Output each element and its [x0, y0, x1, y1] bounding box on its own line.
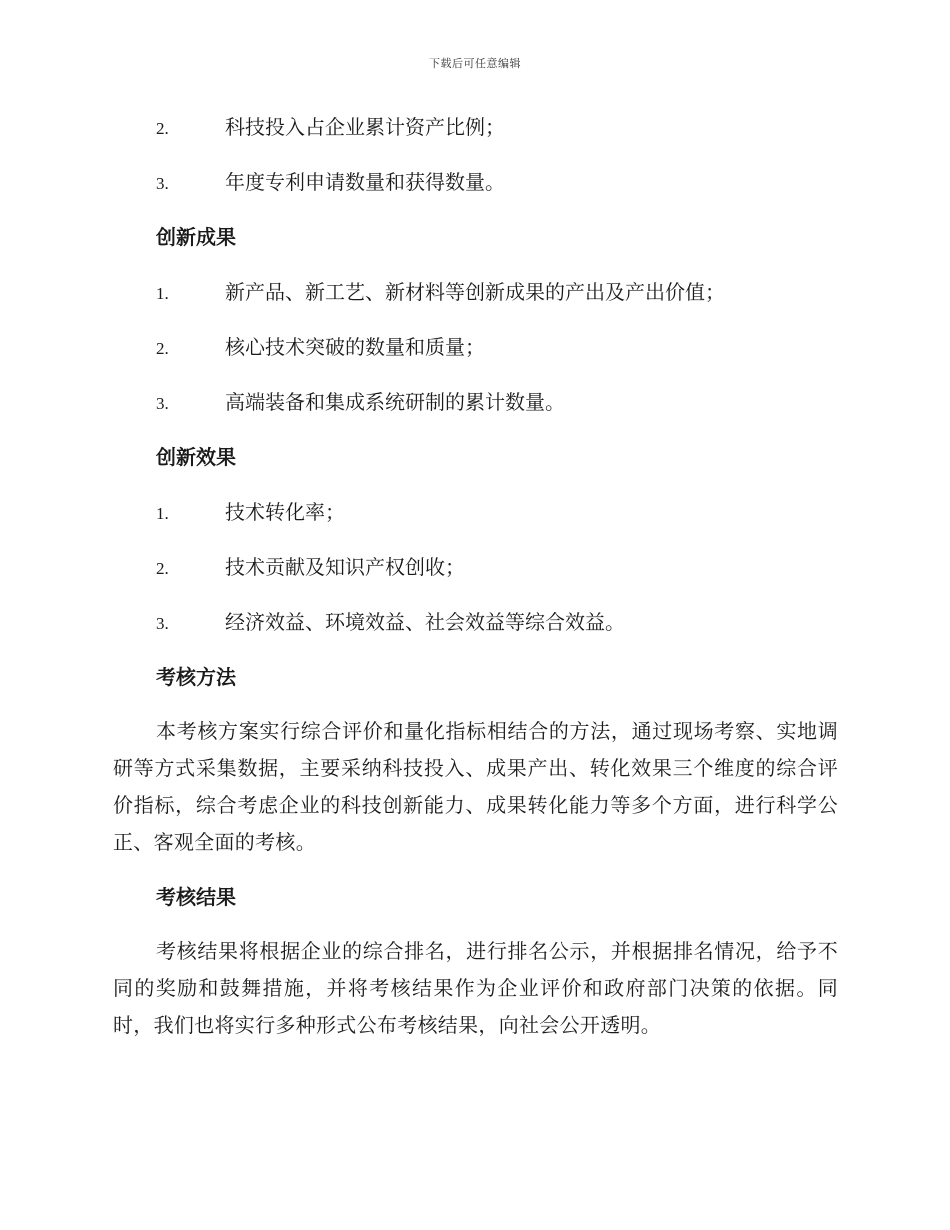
outcome-paragraph: 考核结果将根据企业的综合排名，进行排名公示，并根据排名情况，给予不同的奖励和鼓舞措施，并将考核结果作为企业评价和政府部门决策的依据。同时，我们也将实行多种形式公布考核结果，向社会公开透明。 — [113, 939, 838, 1037]
list-item-number: 3. — [156, 614, 169, 633]
list-item-number: 3. — [156, 174, 169, 193]
section-heading-method: 考核方法 — [156, 665, 236, 689]
list-item-text: 科技投入占企业累计资产比例； — [225, 115, 505, 139]
header-note: 下载后可任意编辑 — [429, 57, 521, 70]
section-heading-results: 创新成果 — [156, 225, 236, 249]
list-item — [113, 328, 838, 383]
list-item-text: 高端装备和集成系统研制的累计数量。 — [225, 390, 565, 414]
list-item-number: 2. — [156, 559, 169, 578]
list-item — [113, 273, 838, 328]
list-item-text: 核心技术突破的数量和质量； — [225, 335, 485, 359]
list-item-text: 经济效益、环境效益、社会效益等综合效益。 — [225, 610, 625, 634]
list-item-number: 1. — [156, 284, 169, 303]
list-item-text: 技术贡献及知识产权创收； — [225, 555, 465, 579]
list-item — [113, 163, 838, 218]
list-item — [113, 108, 838, 163]
list-item-number: 1. — [156, 504, 169, 523]
list-item — [113, 493, 838, 548]
list-item-text: 技术转化率； — [225, 500, 345, 524]
list-item-text: 年度专利申请数量和获得数量。 — [225, 170, 505, 194]
list-item-number: 2. — [156, 119, 169, 138]
list-item — [113, 383, 838, 438]
section-heading-effects: 创新效果 — [156, 445, 236, 469]
list-item-number: 2. — [156, 339, 169, 358]
list-item — [113, 603, 838, 658]
document-body — [113, 108, 838, 1061]
section-heading-outcome: 考核结果 — [156, 885, 236, 909]
method-paragraph: 本考核方案实行综合评价和量化指标相结合的方法，通过现场考察、实地调研等方式采集数据，主要采纳科技投入、成果产出、转化效果三个维度的综合评价指标，综合考虑企业的科技创新能力、成果转化能力等多个方面，进行科学公正、客观全面的考核。 — [113, 719, 838, 854]
list-item-text: 新产品、新工艺、新材料等创新成果的产出及产出价值； — [225, 280, 725, 304]
list-item-number: 3. — [156, 394, 169, 413]
list-item — [113, 548, 838, 603]
